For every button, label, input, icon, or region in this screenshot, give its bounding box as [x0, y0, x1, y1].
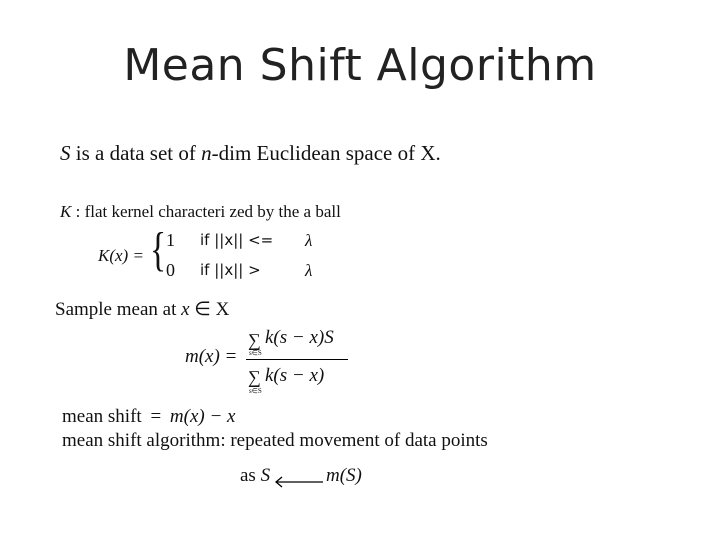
as-word: as: [240, 465, 256, 486]
left-arrow-icon: [274, 476, 324, 488]
definition-text: is a data set of: [75, 141, 196, 165]
mean-shift-label: mean shift: [62, 406, 142, 427]
case2-lambda: λ: [305, 261, 313, 280]
mean-formula-lhs: m(x) =: [185, 346, 238, 367]
case2-value: 0: [166, 260, 175, 280]
numerator-sum: ∑: [248, 330, 261, 350]
sample-mean-text: Sample mean at: [55, 299, 177, 320]
fraction-bar: [246, 359, 348, 360]
kernel-line: [60, 202, 341, 222]
definition-line: [60, 141, 441, 166]
case2-condition: if ||x|| >: [200, 261, 261, 279]
kernel-function-lhs: K(x) =: [98, 246, 144, 265]
as-to: m(S): [326, 465, 362, 486]
denominator-term: k(s − x): [265, 365, 325, 386]
sample-mean-rest: ∈ X: [194, 299, 230, 320]
algorithm-text: : repeated movement of data points: [220, 430, 488, 451]
kernel-symbol: K: [60, 202, 72, 221]
set-symbol: S: [60, 141, 71, 165]
slide-title: Mean Shift Algorithm: [123, 40, 597, 91]
sample-mean-var: x: [181, 299, 190, 320]
as-clause: [240, 465, 270, 487]
case1-lambda: λ: [305, 231, 313, 250]
denominator-sum: ∑: [248, 367, 261, 387]
mean-shift-eq: =: [150, 406, 162, 427]
as-from: S: [260, 465, 271, 486]
definition-rest: -dim Euclidean space of X.: [211, 141, 441, 165]
denominator-subscript: s∈S: [249, 387, 262, 395]
numerator-subscript: s∈S: [249, 349, 262, 357]
kernel-text: : flat kernel characteri zed by the a ball: [75, 202, 341, 221]
case-brace: {: [150, 223, 167, 276]
numerator-term: k(s − x)S: [265, 327, 334, 348]
algorithm-line: [62, 430, 488, 452]
mean-shift-line: [62, 406, 235, 428]
case1-value: 1: [166, 230, 175, 250]
algorithm-label: mean shift algorithm: [62, 430, 221, 451]
mean-shift-expr: m(x) − x: [169, 406, 236, 427]
sample-mean-line: [55, 298, 229, 321]
case1-condition: if ||x|| <=: [200, 231, 274, 249]
dimension-symbol: n: [201, 141, 212, 165]
